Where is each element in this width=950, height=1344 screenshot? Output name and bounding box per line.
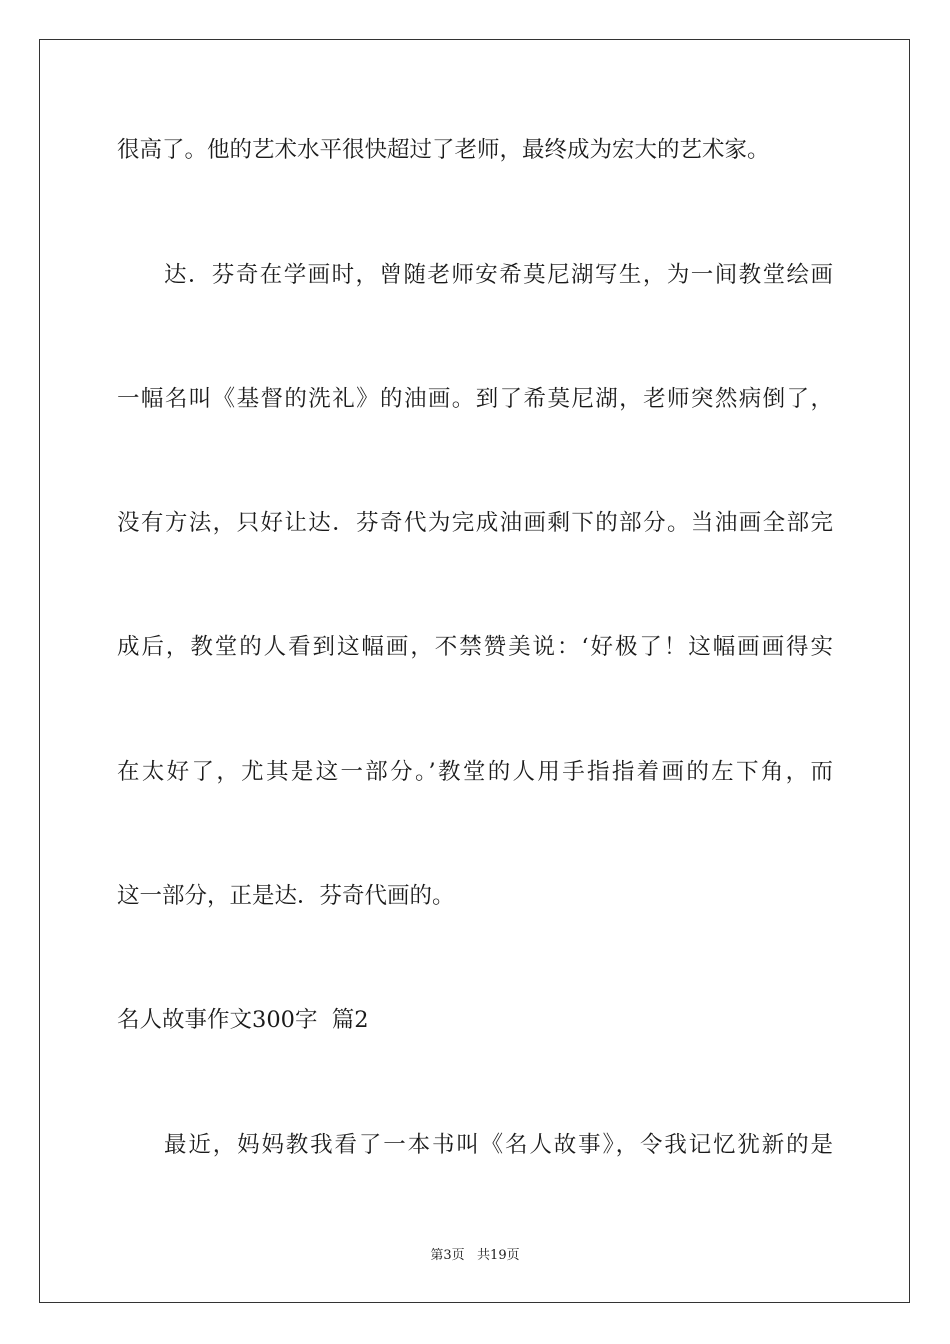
paragraph-line: 一幅名叫《基督的洗礼》的油画。到了希莫尼湖，老师突然病倒了， — [117, 386, 833, 412]
paragraph-line: 在太好了，尤其是这一部分。’教堂的人用手指指着画的左下角，而 — [117, 759, 833, 785]
paragraph-line: 成后，教堂的人看到这幅画，不禁赞美说：‘好极了！这幅画画得实 — [117, 634, 833, 660]
paragraph-line: 这一部分，正是达．芬奇代画的。 — [117, 883, 455, 909]
page-frame — [39, 39, 910, 1303]
paragraph-line: 没有方法，只好让达．芬奇代为完成油画剩下的部分。当油画全部完 — [117, 510, 833, 536]
paragraph-line: 最近，妈妈教我看了一本书叫《名人故事》，令我记忆犹新的是 — [164, 1132, 833, 1158]
page-number: 第3页 共19页 — [430, 1248, 520, 1263]
section-heading: 名人故事作文300字 篇2 — [117, 1007, 369, 1033]
paragraph-line: 很高了。他的艺术水平很快超过了老师，最终成为宏大的艺术家。 — [117, 137, 770, 163]
paragraph-line: 达．芬奇在学画时，曾随老师安希莫尼湖写生，为一间教堂绘画 — [164, 262, 833, 288]
